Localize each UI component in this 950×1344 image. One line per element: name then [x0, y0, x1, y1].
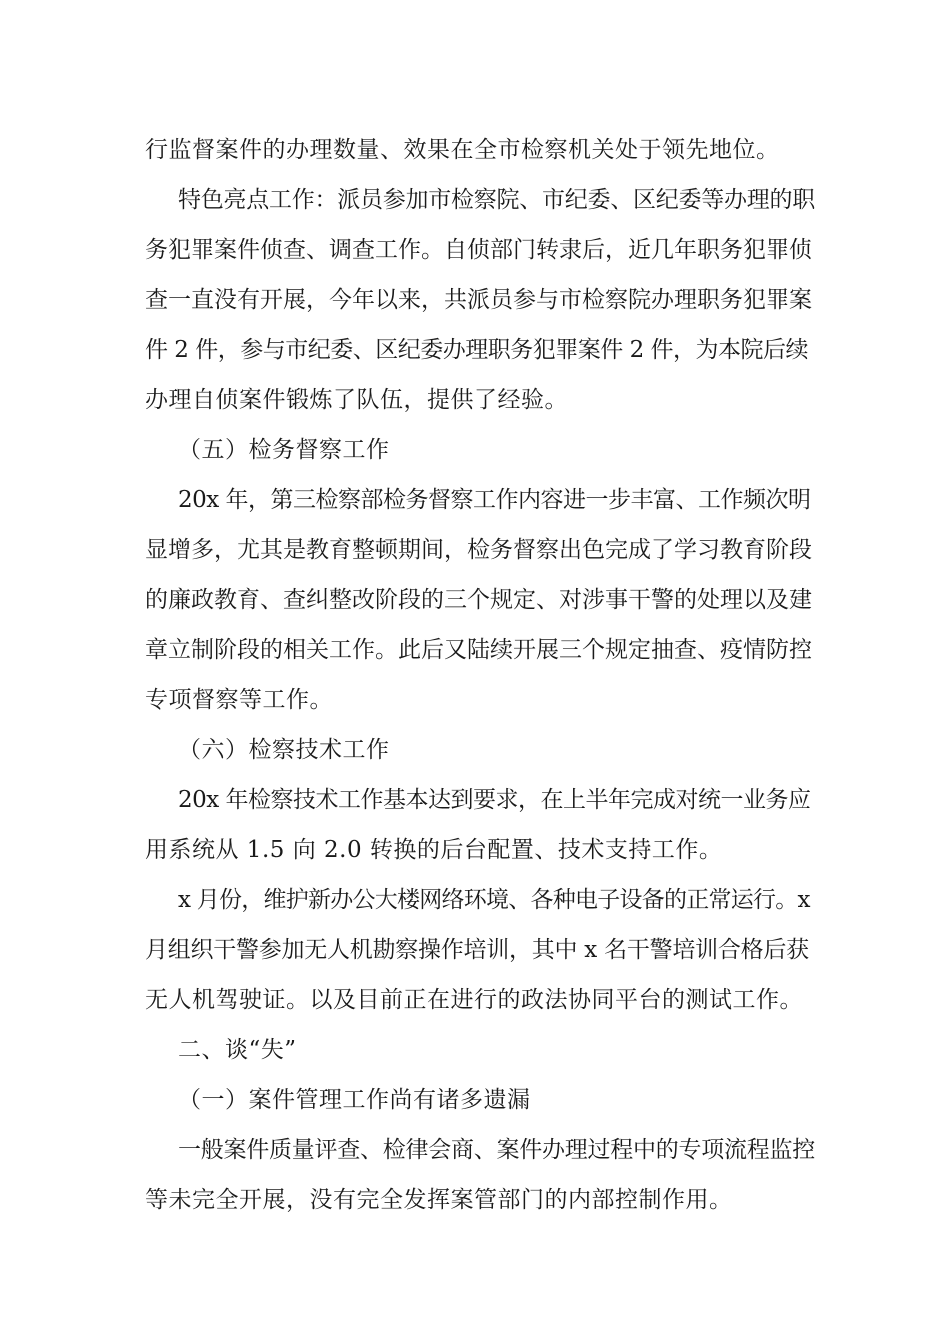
body-text-line: 月组织干警参加无人机勘察操作培训，其中 x 名干警培训合格后获: [145, 937, 809, 963]
body-text-line: 用系统从 1.5 向 2.0 转换的后台配置、技术支持工作。: [145, 837, 723, 863]
section-heading: （一）案件管理工作尚有诸多遗漏: [178, 1087, 531, 1113]
section-heading: 二、谈“失”: [178, 1037, 297, 1063]
body-text-line: 等未完全开展，没有完全发挥案管部门的内部控制作用。: [145, 1187, 733, 1213]
body-text-line: 的廉政教育、查纠整改阶段的三个规定、对涉事干警的处理以及建: [145, 587, 812, 613]
body-text-line: 件 2 件，参与市纪委、区纪委办理职务犯罪案件 2 件，为本院后续: [145, 337, 809, 363]
paragraph-first-line: 20x 年检察技术工作基本达到要求，在上半年完成对统一业务应: [178, 787, 811, 813]
body-text-line: 专项督察等工作。: [145, 687, 333, 713]
paragraph-first-line: 20x 年，第三检察部检务督察工作内容进一步丰富、工作频次明: [178, 487, 811, 513]
body-text-line: 办理自侦案件锻炼了队伍，提供了经验。: [145, 387, 568, 413]
paragraph-first-line: 特色亮点工作：派员参加市检察院、市纪委、区纪委等办理的职: [178, 187, 815, 213]
paragraph-first-line: 一般案件质量评查、检律会商、案件办理过程中的专项流程监控: [178, 1137, 815, 1163]
body-text-line: 查一直没有开展，今年以来，共派员参与市检察院办理职务犯罪案: [145, 287, 812, 313]
body-text-line: 无人机驾驶证。以及目前正在进行的政法协同平台的测试工作。: [145, 987, 803, 1013]
body-text-line: 章立制阶段的相关工作。此后又陆续开展三个规定抽查、疫情防控: [145, 637, 812, 663]
body-text-line: 显增多，尤其是教育整顿期间，检务督察出色完成了学习教育阶段: [145, 537, 812, 563]
paragraph-first-line: x 月份，维护新办公大楼网络环境、各种电子设备的正常运行。x: [178, 887, 810, 913]
section-heading: （五）检务督察工作: [178, 437, 390, 463]
body-text-line: 行监督案件的办理数量、效果在全市检察机关处于领先地位。: [145, 137, 780, 163]
body-text-line: 务犯罪案件侦查、调查工作。自侦部门转隶后，近几年职务犯罪侦: [145, 237, 812, 263]
section-heading: （六）检察技术工作: [178, 737, 390, 763]
